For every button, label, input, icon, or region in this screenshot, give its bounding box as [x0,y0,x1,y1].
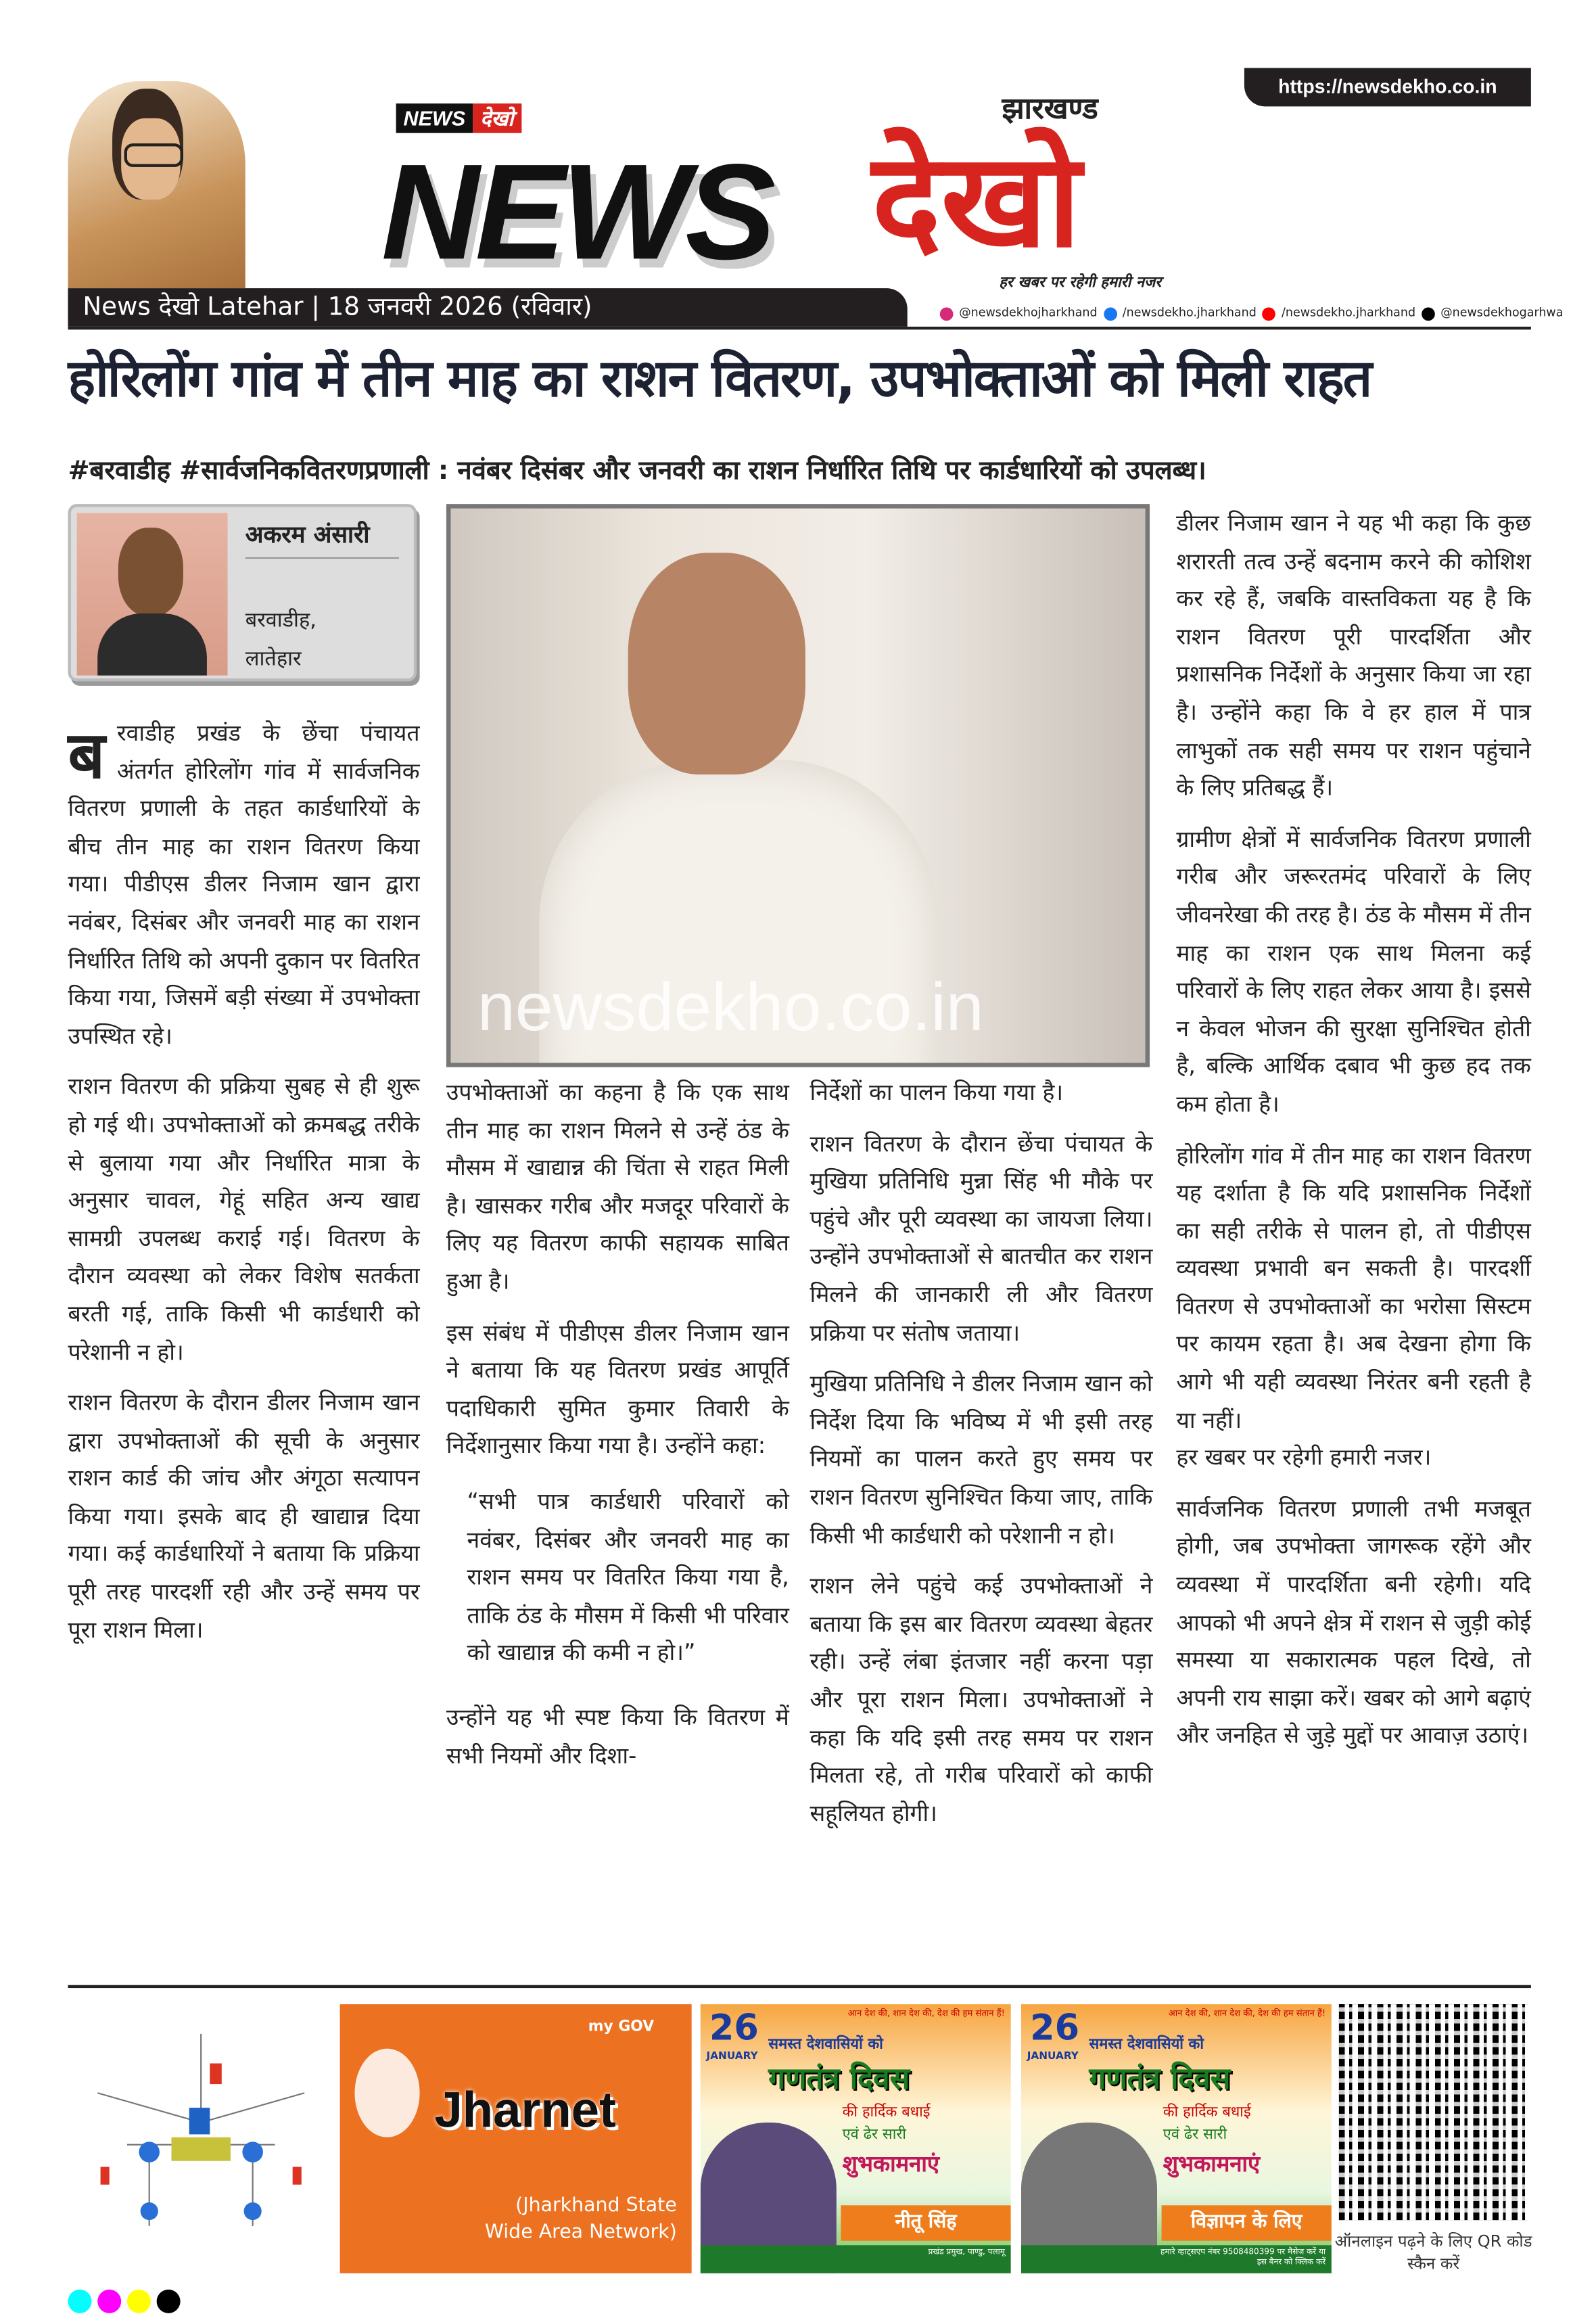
tagline: हर खबर पर रहेगी हमारी नजर [999,275,1162,292]
network-diagram-ad[interactable] [68,2004,334,2270]
mygov-logo: my GOV [588,2018,655,2036]
poster-title: गणतंत्र दिवस [1089,2060,1231,2096]
poster-footer: हमारे व्हाट्सएप नंबर 9508480399 पर मैसेज करें या इस बैनर को क्लिक करें [1021,2245,1332,2273]
headline: होरिलोंग गांव में तीन माह का राशन वितरण, उपभोक्ताओं को मिली राहत [68,350,1371,410]
poster-greeting: समस्त देशवासियों को [1089,2037,1204,2054]
poster-name: नीतू सिंह [841,2205,1010,2240]
instagram-icon [940,306,954,320]
logo-dekho: देखो [872,124,1081,277]
paragraph: उन्होंने यह भी स्पष्ट किया कि वितरण में सभी नियमों और दिशा- [446,1704,789,1769]
article-column-3 [809,1075,1152,1847]
paragraph: इस संबंध में पीडीएस डीलर निजाम खान ने बताया कि यह वितरण प्रखंड आपूर्ति पदाधिकारी सुमित कुमार तिवारी के निर्देशानुसार किया गया है। उन्होंने कहा: [446,1319,789,1460]
poster-wish: शुभकामनाएं [1163,2150,1261,2177]
paragraph: राशन वितरण के दौरान डीलर निजाम खान द्वारा उपभोक्ताओं की सूची के अनुसार राशन कार्ड की जांच और अंगूठा सत्यापन किया गया। इसके बाद ही खाद्यान्न दिया गया। कई कार्डधारियों ने बताया कि प्रक्रिया पूरी तरह पारदर्शी रही और उन्हें समय पर पूरा राशन मिला। [68,1389,420,1644]
social-handle[interactable]: /newsdekho.jharkhand [1281,306,1416,320]
x-icon [1422,306,1435,320]
poster-slogan: आन देश की, शान देश की, देश की हम संतान हैं! [847,2008,1005,2019]
paragraph: मुखिया प्रतिनिधि ने डीलर निजाम खान को निर्देश दिया कि भविष्य में भी इसी तरह नियमों का पालन करते हुए समय पर राशन वितरण सुनिश्चित किया जाए, ताकि किसी भी कार्डधारी को परेशानी न हो। [809,1370,1153,1549]
youtube-icon [1263,306,1276,320]
photo-watermark: newsdekho.co.in [477,968,984,1045]
paragraph: सार्वजनिक वितरण प्रणाली तभी मजबूत होगी, जब उपभोक्ता जागरूक रहेंगे और व्यवस्था में पारदर्शिता बनी रहेगी। यदि आपको भी अपने क्षेत्र में राशन से जुड़ी कोई समस्या या सकारात्मक पहल दिखे, तो अपनी राय साझा करें। खबर को आगे बढ़ाएं और जनहित से जुड़े मुद्दों पर आवाज़ उठाएं। [1176,1496,1531,1749]
social-handle[interactable]: @newsdekhojharkhand [959,306,1098,320]
jharnet-logo: Jharnet [434,2082,616,2139]
poster-month: JANUARY [1027,2049,1079,2062]
paragraph: होरिलोंग गांव में तीन माह का राशन वितरण यह दर्शाता है कि यदि प्रशासनिक निर्देशों का सही तरीके से पालन हो, तो पीडीएस व्यवस्था प्रभावी बन सकती है। पारदर्शी वितरण से उपभोक्ताओं का भरोसा सिस्टम पर कायम रहता है। अब देखना होगा कि आगे भी यही व्यवस्था निरंतर बनी रहती है या नहीं। [1176,1142,1531,1433]
poster-slogan: आन देश की, शान देश की, देश की हम संतान हैं! [1168,2008,1326,2019]
republic-day-ad-2[interactable] [1021,2004,1332,2273]
author-photo [77,513,228,675]
paragraph: डीलर निजाम खान ने यह भी कहा कि कुछ शरारती तत्व उन्हें बदनाम करने की कोशिश कर रहे हैं, जबकि वास्तविकता यह है कि राशन वितरण पूरी पारदर्शिता और प्रशासनिक निर्देशों के अनुसार किया जा रहा है। उन्होंने कहा कि वे हर हाल में पात्र लाभुकों तक सही समय पर राशन पहुंचाने के लिए प्रतिबद्ध हैं। [1176,509,1531,802]
website-url-badge[interactable]: https://newsdekho.co.in [1244,68,1531,107]
edition-date-bar: News देखो Latehar | 18 जनवरी 2026 (रविवार) [68,288,908,327]
poster-greeting: समस्त देशवासियों को [768,2037,883,2054]
divider [68,327,1531,329]
social-handles [940,304,1564,322]
logo-news: NEWS [381,137,772,289]
poster-title: गणतंत्र दिवस [768,2060,910,2096]
poster-wish: की हार्दिक बधाई [1163,2104,1251,2121]
jharnet-ad[interactable] [340,2004,692,2273]
divider [68,1985,1531,1988]
logo-state: झारखण्ड [1002,90,1098,126]
article-column-4 [1176,505,1530,1769]
paragraph: हर खबर पर रहेगी हमारी नजर। [1176,1444,1432,1471]
qr-caption: ऑनलाइन पढ़ने के लिए QR कोड स्कैन करें [1334,2231,1532,2273]
paragraph: निर्देशों का पालन किया गया है। [809,1079,1064,1106]
social-handle[interactable]: @newsdekhogarhwa [1440,306,1564,320]
mini-logo [396,103,521,133]
poster-wish: की हार्दिक बधाई [842,2104,931,2121]
paragraph: राशन वितरण की प्रक्रिया सुबह से ही शुरू हो गई थी। उपभोक्ताओं को क्रमबद्ध तरीके से बुलाया गया और निर्धारित मात्रा के अनुसार चावल, गेहूं सहित अन्य खाद्य सामग्री उपलब्ध कराई गई। वितरण के दौरान व्यवस्था को लेकर विशेष सतर्कता बरती गई, ताकि किसी भी कार्डधारी को परेशानी न हो। [68,1073,420,1366]
founder-portrait [68,81,245,288]
author-byline [68,504,417,681]
qr-code[interactable] [1339,2004,1528,2220]
paragraph: राशन वितरण के दौरान छेंचा पंचायत के मुखिया प्रतिनिधि मुन्ना सिंह भी मौके पर पहुंचे और पूरी व्यवस्था का जायजा लिया। उन्होंने उपभोक्ताओं से बातचीत कर राशन मिलने की जानकारी ली और वितरण प्रक्रिया पर संतोष जताया। [809,1130,1153,1346]
article-photo [446,504,1150,1067]
poster-month: JANUARY [706,2049,758,2062]
globe-icon [354,2049,419,2137]
poster-wish: एवं ढेर सारी [1163,2127,1227,2144]
pull-quote: “सभी पात्र कार्डधारी परिवारों को नवंबर, दिसंबर और जनवरी माह का राशन समय पर वितरित किया गया है, ताकि ठंड के मौसम में किसी भी परिवार को खाद्यान्न की कमी न हो।” [467,1488,789,1667]
author-name: अकरम अंसारी [245,519,399,559]
jharnet-caption: (Jharkhand State Wide Area Network) [484,2195,677,2244]
cmyk-registration-marks [68,2290,181,2313]
social-handle[interactable]: /newsdekho.jharkhand [1122,306,1257,320]
mini-logo-dekho: देखो [473,103,521,133]
article-column-2 [446,1075,789,1789]
paragraph: उपभोक्ताओं का कहना है कि एक साथ तीन माह का राशन मिलने से उन्हें ठंड के मौसम में खाद्यान्न की चिंता से राहत मिली है। खासकर गरीब और मजदूर परिवारों के लिए यह वितरण काफी सहायक साबित हुआ है। [446,1079,789,1295]
republic-day-ad-1[interactable] [701,2004,1011,2273]
facebook-icon [1103,306,1117,320]
poster-footer: प्रखंड प्रमुख, पाण्डु, पलामू [701,2245,1011,2273]
paragraph: ग्रामीण क्षेत्रों में सार्वजनिक वितरण प्रणाली गरीब और जरूरतमंद परिवारों के लिए जीवनरेखा की तरह है। ठंड के मौसम में तीन माह का राशन एक साथ मिलना कई परिवारों के लिए राहत लेकर आया है। इससे न केवल भोजन की सुरक्षा सुनिश्चित होती है, बल्कि आर्थिक दबाव भी कुछ हद तक कम होता है। [1176,825,1531,1117]
article-column-1: ब रवाडीह प्रखंड के छेंचा पंचायत अंतर्गत होरिलोंग गांव में सार्वजनिक वितरण प्रणाली के तहत कार्डधारियों के बीच तीन माह का राशन वितरण किया गया। पीडीएस डीलर निजाम खान द्वारा नवंबर, दिसंबर और जनवरी माह का राशन निर्धारित तिथि को अपनी दुकान पर वितरित किया गया, जिसमें बड़ी संख्या में उपभोक्ता उपस्थित रहे। राशन वितरण की प्रक्रिया सुबह से ही शुरू हो गई थी। उपभोक्ताओं को क्रमबद्ध तरीके से बुलाया गया और निर्धारित मात्रा के अनुसार चावल, गेहूं सहित अन्य खाद्य सामग्री उपलब्ध कराई गई। वितरण के दौरान व्यवस्था को लेकर विशेष सतर्कता बरती गई, ताकि किसी भी कार्डधारी को परेशानी न हो। राशन वितरण के दौरान डीलर निजाम खान द्वारा उपभोक्ताओं की सूची के अनुसार राशन कार्ड की जांच और अंगूठा सत्यापन किया गया। इसके बाद ही खाद्यान्न दिया गया। कई कार्डधारियों ने बताया कि प्रक्रिया पूरी तरह पारदर्शी रही और उन्हें समय पर पूरा राशन मिला। [68,716,420,1663]
poster-wish: शुभकामनाएं [842,2150,940,2177]
paragraph: राशन लेने पहुंचे कई उपभोक्ताओं ने बताया कि इस बार वितरण व्यवस्था बेहतर रही। उन्हें लंबा इंतजार नहीं करना पड़ा और पूरा राशन मिला। उपभोक्ताओं ने कहा कि यदि इसी तरह समय पर राशन मिलता रहे, तो गरीब परिवारों को काफी सहूलियत होगी। [809,1573,1153,1827]
mini-logo-news: NEWS [396,103,473,133]
poster-name: विज्ञापन के लिए [1162,2205,1332,2240]
poster-date: 26 [1030,2007,1080,2049]
drop-cap: ब [68,718,105,794]
author-location: बरवाडीह, लातेहार [245,609,316,672]
subheadline: #बरवाडीह #सार्वजनिकवितरणप्रणाली : नवंबर दिसंबर और जनवरी का राशन निर्धारित तिथि पर कार्डधारियों को उपलब्ध। [68,457,1206,486]
poster-date: 26 [709,2007,759,2049]
poster-wish: एवं ढेर सारी [842,2127,906,2144]
